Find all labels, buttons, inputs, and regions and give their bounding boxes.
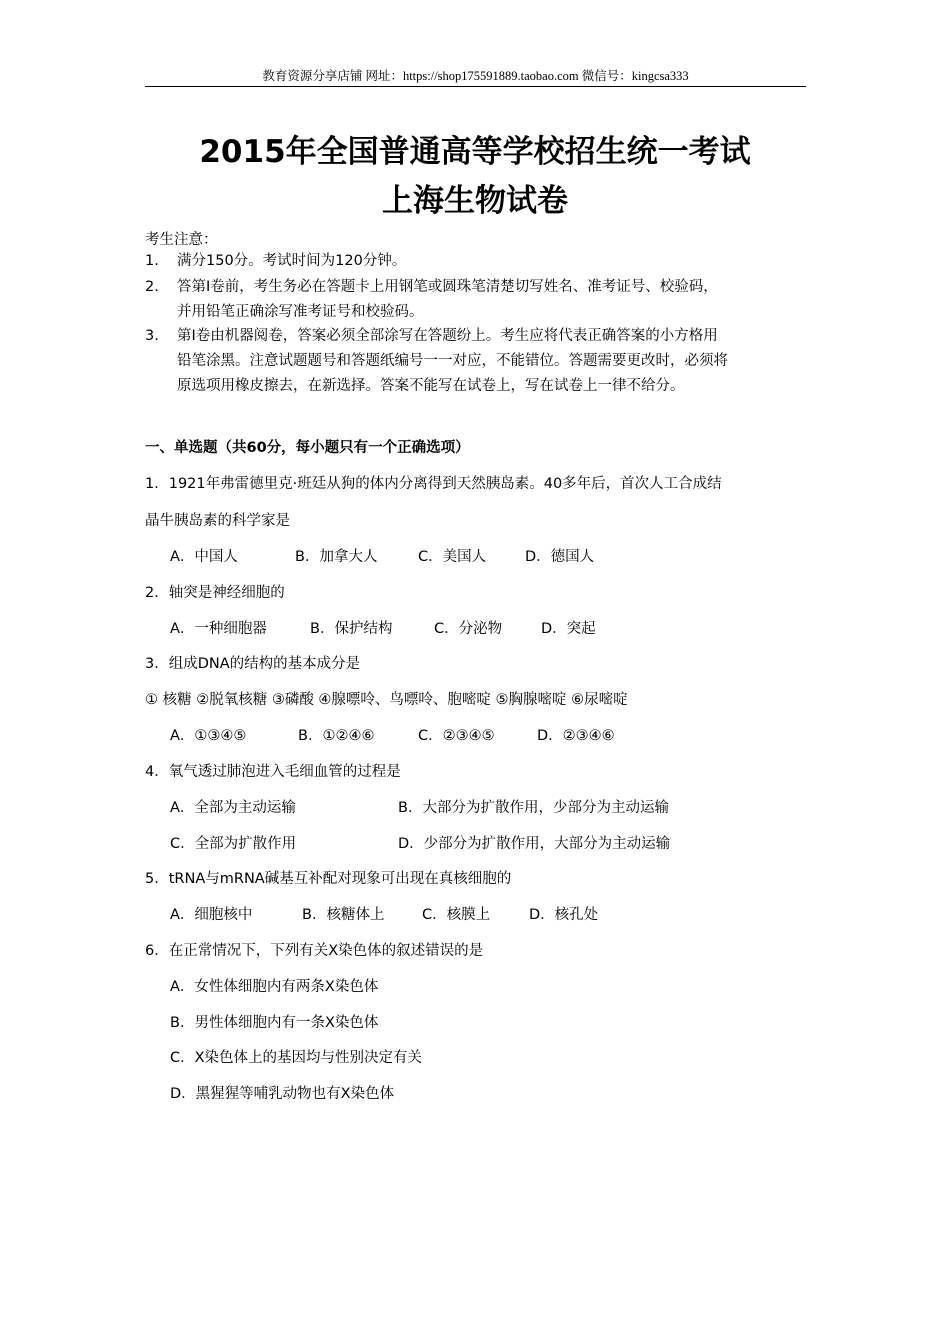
notice-text: 答第Ⅰ卷前，考生务必在答题卡上用钢笔或圆珠笔清楚切写姓名、准考证号、校验码， [177, 279, 718, 295]
question-option: D．突起 [541, 621, 596, 637]
exam-title: 2015年全国普通高等学校招生统一考试 [199, 134, 751, 170]
question-option: B．男性体细胞内有一条X染色体 [170, 1015, 379, 1031]
question-stem: 5．tRNA与mRNA碱基互补配对现象可出现在真核细胞的 [145, 871, 512, 887]
question-option: A．全部为主动运输 [170, 800, 296, 816]
notice-number: 1. [145, 253, 159, 269]
notice-text: 满分150分。考试时间为120分钟。 [177, 253, 407, 269]
notice-text: 并用铅笔正确涂写准考证号和校验码。 [177, 304, 424, 320]
question-option: B．①②④⑥ [298, 728, 375, 744]
question-option: A．一种细胞器 [170, 621, 267, 637]
notice-number: 3. [145, 328, 159, 344]
notice-heading: 考生注意： [145, 232, 218, 248]
question-option: D．②③④⑥ [537, 728, 615, 744]
question-option: B．加拿大人 [295, 549, 378, 565]
question-stem: 4．氧气透过肺泡进入毛细血管的过程是 [145, 764, 401, 780]
question-option: A．①③④⑤ [170, 728, 247, 744]
question-option: B．核糖体上 [302, 907, 385, 923]
question-option: D．核孔处 [529, 907, 599, 923]
question-option: A．女性体细胞内有两条X染色体 [170, 979, 379, 995]
question-option: D．黑猩猩等哺乳动物也有X染色体 [170, 1086, 395, 1102]
question-option: C．X染色体上的基因均与性别决定有关 [170, 1050, 423, 1066]
exam-subtitle: 上海生物试卷 [382, 183, 568, 219]
question-option: C．核膜上 [422, 907, 491, 923]
question-stem: ① 核糖 ②脱氧核糖 ③磷酸 ④腺嘌呤、鸟嘌呤、胞嘧啶 ⑤胸腺嘧啶 ⑥尿嘧啶 [145, 692, 628, 708]
notice-text: 铅笔涂黑。注意试题题号和答题纸编号一一对应，不能错位。答题需要更改时，必须将 [177, 353, 728, 369]
page-header: 教育资源分享店铺 网址：https://shop175591889.taobao.com 微信号：kingcsa333 [262, 69, 689, 83]
question-option: B．保护结构 [310, 621, 393, 637]
header-divider [145, 86, 806, 87]
notice-item [145, 275, 810, 325]
notice-text: 第Ⅰ卷由机器阅卷，答案必须全部涂写在答题纷上。考生应将代表正确答案的小方格用 [177, 328, 718, 344]
question-stem: 2．轴突是神经细胞的 [145, 585, 285, 601]
question-option: C．分泌物 [434, 621, 503, 637]
question-option: A．细胞核中 [170, 907, 253, 923]
question-option: D．德国人 [525, 549, 595, 565]
notice-item [145, 324, 810, 399]
notice-number: 2. [145, 279, 159, 295]
notice-text: 原选项用橡皮擦去，在新选择。答案不能写在试卷上，写在试卷上一律不给分。 [177, 378, 685, 394]
question-option: C．美国人 [418, 549, 487, 565]
question-stem: 1．1921年弗雷德里克·班廷从狗的体内分离得到天然胰岛素。40多年后，首次人工合成结 [145, 476, 722, 492]
question-option: C．全部为扩散作用 [170, 836, 297, 852]
question-option: B．大部分为扩散作用，少部分为主动运输 [398, 800, 669, 816]
question-stem: 3．组成DNA的结构的基本成分是 [145, 656, 361, 672]
question-option: D．少部分为扩散作用，大部分为主动运输 [398, 836, 671, 852]
notice-item [145, 249, 810, 274]
section-heading: 一、单选题（共60分，每小题只有一个正确选项） [145, 440, 470, 456]
question-option: C．②③④⑤ [418, 728, 495, 744]
question-stem: 6．在正常情况下，下列有关X染色体的叙述错误的是 [145, 943, 484, 959]
question-stem: 晶牛胰岛素的科学家是 [145, 513, 290, 529]
question-option: A．中国人 [170, 549, 238, 565]
